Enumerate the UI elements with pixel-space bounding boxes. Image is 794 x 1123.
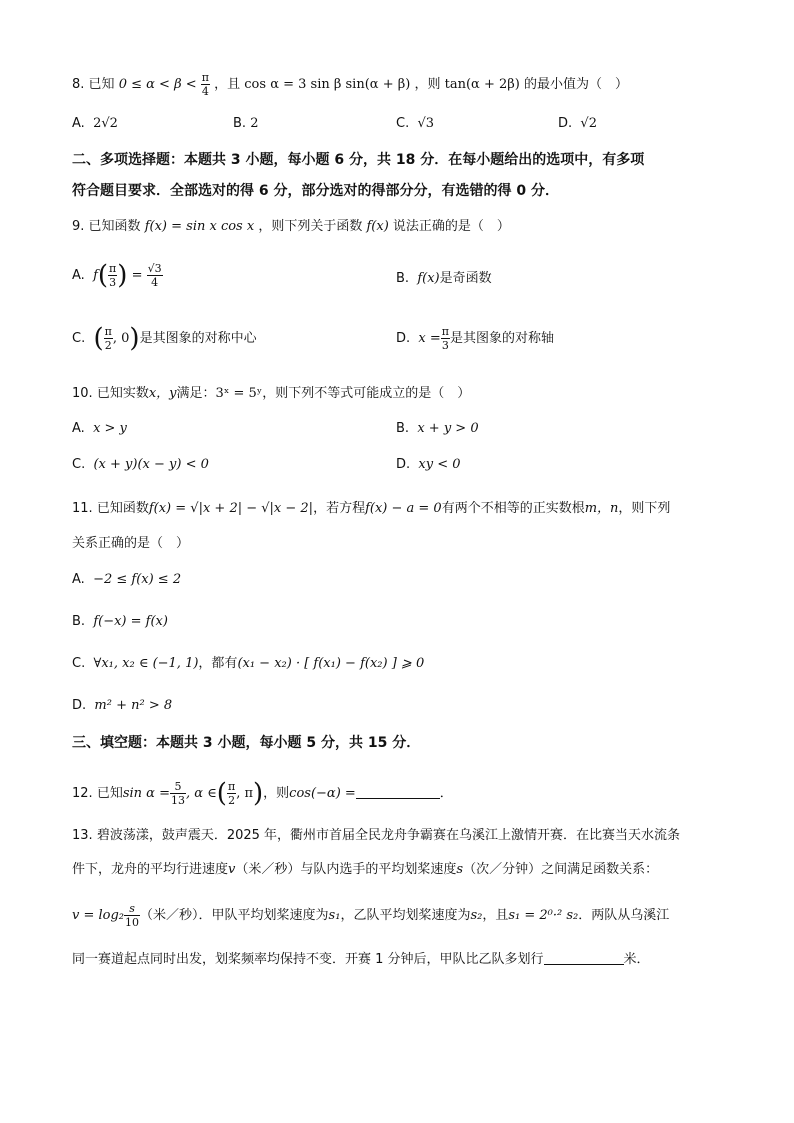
q8-option-c: C. √3: [396, 116, 435, 131]
question-10-stem: 10. 已知实数x，y满足：3ˣ = 5ʸ，则下列不等式可能成立的是（ ）: [72, 386, 471, 401]
q9-option-b: B. f(x)是奇函数: [396, 271, 492, 286]
section-3-heading: 三、填空题：本题共 3 小题，每小题 5 分，共 15 分．: [72, 735, 421, 751]
question-13-line-1: 13. 碧波荡漾，鼓声震天．2025 年，衢州市首届全民龙舟争霸赛在乌溪江上激情开赛．在比赛当天水流条: [72, 828, 681, 843]
answer-blank-12[interactable]: [356, 784, 440, 799]
question-13-line-3: v = log₂ $\frac{s}{10}$ （米／秒）．甲队平均划桨速度为s₁，乙队平均划桨速度为s₂，且s₁ = 2⁰·² s₂．两队从乌溪江: [72, 902, 670, 929]
q10-option-b: B. x + y > 0: [396, 421, 479, 436]
question-13-line-4: 同一赛道起点同时出发，划桨频率均保持不变．开赛 1 分钟后，甲队比乙队多划行 米．: [72, 952, 650, 967]
question-8-stem: 8. 已知 0 ≤ α < β < $\frac{\pi}{4}$ ，且 cos α = 3 sin β sin(α + β) ，则 tan(α + 2β) 的最小值为（ ）: [72, 71, 628, 98]
q9-option-c: C. ( $\frac{\pi}{2}$ , 0)是其图象的对称中心: [72, 323, 257, 354]
question-11-stem-cont: 关系正确的是（ ）: [72, 536, 190, 551]
q10-option-c: C. (x + y)(x − y) < 0: [72, 457, 209, 472]
question-9-stem: 9. 已知函数 f(x) = sin x cos x ，则下列关于函数 f(x) 说法正确的是（ ）: [72, 219, 510, 234]
question-12-stem: 12. 已知sin α = $\frac{5}{13}$ , α ∈( $\frac{\pi}{2}$ , π)，则cos(−α) = ．: [72, 778, 453, 809]
q10-option-a: A. x > y: [72, 421, 127, 436]
fraction-pi-4: $\frac{\pi}{4}$: [201, 71, 209, 98]
section-2-heading: 二、多项选择题：本题共 3 小题，每小题 6 分，共 18 分．在每小题给出的选项中，有多项: [72, 152, 645, 168]
answer-blank-13[interactable]: [544, 950, 624, 965]
q11-option-b: B. f(−x) = f(x): [72, 614, 168, 629]
q10-option-d: D. xy < 0: [396, 457, 461, 472]
question-11-stem: 11. 已知函数f(x) = √|x + 2| − √|x − 2|，若方程f(x) − a = 0有两个不相等的正实数根m，n，则下列: [72, 501, 671, 516]
section-2-instructions: 符合题目要求．全部选对的得 6 分，部分选对的得部分分，有选错的得 0 分．: [72, 183, 559, 199]
q8-option-d: D. √2: [558, 116, 597, 131]
question-13-line-2: 件下，龙舟的平均行进速度v（米／秒）与队内选手的平均划桨速度s（次／分钟）之间满足函数关系：: [72, 862, 659, 877]
q11-option-a: A. −2 ≤ f(x) ≤ 2: [72, 572, 182, 587]
q9-option-a: A. f( $\frac{\pi}{3}$ ) = $\frac{√3}{4}$: [72, 260, 162, 291]
q11-option-d: D. m² + n² > 8: [72, 698, 173, 713]
q8-option-a: A. 2√2: [72, 116, 118, 131]
q11-option-c: C. ∀x₁, x₂ ∈ (−1, 1)，都有(x₁ − x₂) · [ f(x₁) − f(x₂) ] ⩾ 0: [72, 656, 425, 671]
q9-option-d: D. x = $\frac{\pi}{3}$ 是其图象的对称轴: [396, 325, 555, 352]
q8-option-b: B. 2: [233, 116, 259, 131]
